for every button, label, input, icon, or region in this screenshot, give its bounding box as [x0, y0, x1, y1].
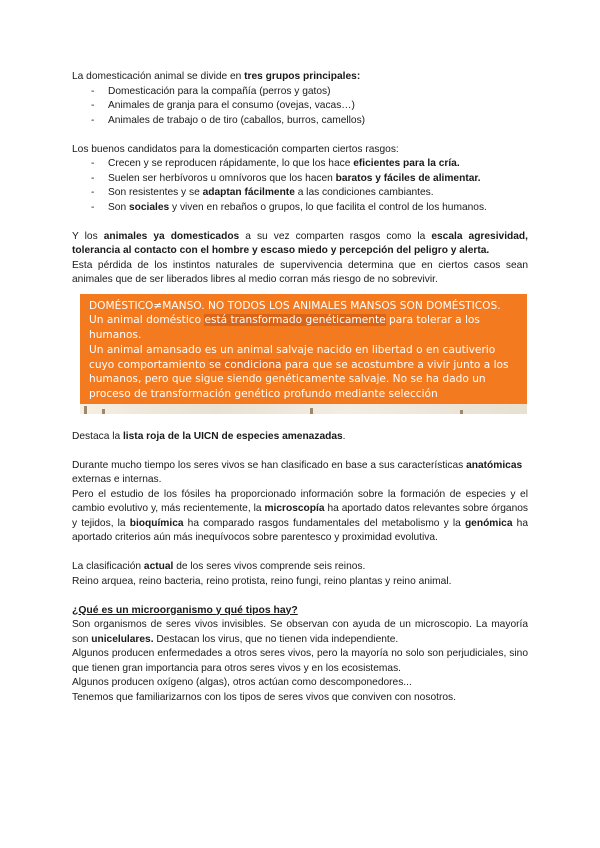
callout-highlight: está transformado genéticamente	[204, 314, 386, 327]
microorganism-paragraph-1: Son organismos de seres vivos invisibles. Se observan con ayuda de un microscopio. La mayoría son unicelulares. Destacan los virus, que no tienen vida independiente.	[72, 619, 528, 645]
image-strip	[80, 404, 527, 414]
domesticated-paragraph-2: Esta pérdida de los instintos naturales de supervivencia determina que en ciertos casos sean animales que de ser liberados libres al medio corran más riesgo de no sobrevivir.	[72, 259, 528, 285]
kingdoms-paragraph: La clasificación actual de los seres vivos comprende seis reinos.	[72, 561, 366, 572]
kingdoms-list: Reino arquea, reino bacteria, reino protista, reino fungi, reino plantas y reino animal.	[72, 575, 452, 587]
classification-paragraph-2: Pero el estudio de los fósiles ha proporcionado información sobre la formación de especies y el cambio evolutivo y, más recientemente, la microscopía ha aportado datos relevantes sobre órganos y tejidos, la bioquímica ha comparado rasgos fundamentales del metabolismo y la genómica ha aportado criterios aún más inequívocos sobre parentesco y proximidad evolutiva.	[72, 488, 528, 543]
list-item: - Suelen ser herbívoros u omnívoros que los hacen baratos y fáciles de alimentar.	[91, 172, 528, 187]
callout-line-domestic: Un animal doméstico está transformado genéticamente para tolerar a los humanos.	[89, 314, 480, 342]
classification-paragraph-1: Durante mucho tiempo los seres vivos se han clasificado en base a sus características anatómicas externas e internas.	[72, 459, 523, 485]
callout-title: DOMÉSTICO≠MANSO. NO TODOS LOS ANIMALES MANSOS SON DOMÉSTICOS.	[89, 299, 501, 312]
microorganism-paragraph-4: Tenemos que familiarizarnos con los tipos de seres vivos que conviven con nosotros.	[72, 691, 456, 703]
list-item: - Son resistentes y se adaptan fácilmente a las condiciones cambiantes.	[91, 186, 528, 201]
callout-line-tame: Un animal amansado es un animal salvaje nacido en libertad o en cautiverio cuyo comportamiento se condiciona para que se acostumbre a vivir junto a los humanos, pero que sigue siendo genéticamente salvaje. No se ha dado un proceso de transformación genético profundo mediante selección	[89, 343, 509, 401]
iucn-paragraph: Destaca la lista roja de la UICN de especies amenazadas.	[72, 430, 346, 442]
callout-highlight: se condiciona	[209, 358, 282, 371]
domestication-groups-list	[72, 85, 528, 129]
candidates-lead: Los buenos candidatos para la domesticación comparten ciertos rasgos:	[72, 143, 399, 155]
list-item: - Son sociales y viven en rebaños o grupos, lo que facilita el control de los humanos.	[91, 201, 528, 216]
list-item: - Animales de granja para el consumo (ovejas, vacas…)	[91, 99, 528, 114]
domesticated-paragraph: Y los animales ya domesticados a su vez comparten rasgos como la escala agresividad, tolerancia al contacto con el hombre y escaso miedo y percepción del peligro y alerta.	[72, 230, 528, 256]
list-item: - Crecen y se reproducen rápidamente, lo que los hace eficientes para la cría.	[91, 157, 528, 172]
microorganism-heading: ¿Qué es un microorganismo y qué tipos hay?	[72, 604, 298, 616]
list-item: - Domesticación para la compañía (perros y gatos)	[91, 85, 528, 100]
intro-lead-bold: tres grupos principales:	[244, 71, 361, 82]
microorganism-paragraph-3: Algunos producen oxígeno (algas), otros actúan como descomponedores...	[72, 677, 412, 688]
microorganism-paragraph-2: Algunos producen enfermedades a otros seres vivos, pero la mayoría no solo son perjudiciales, sino que tienen gran importancia para otros seres vivos y en los ecosistemas.	[72, 648, 528, 674]
candidates-list	[72, 157, 528, 215]
document-page	[72, 70, 528, 705]
intro-lead: La domesticación animal se divide en	[72, 71, 245, 82]
list-item: - Animales de trabajo o de tiro (caballos, burros, camellos)	[91, 114, 528, 129]
intro-paragraph	[72, 70, 528, 85]
domestic-vs-tame-callout	[80, 294, 527, 414]
